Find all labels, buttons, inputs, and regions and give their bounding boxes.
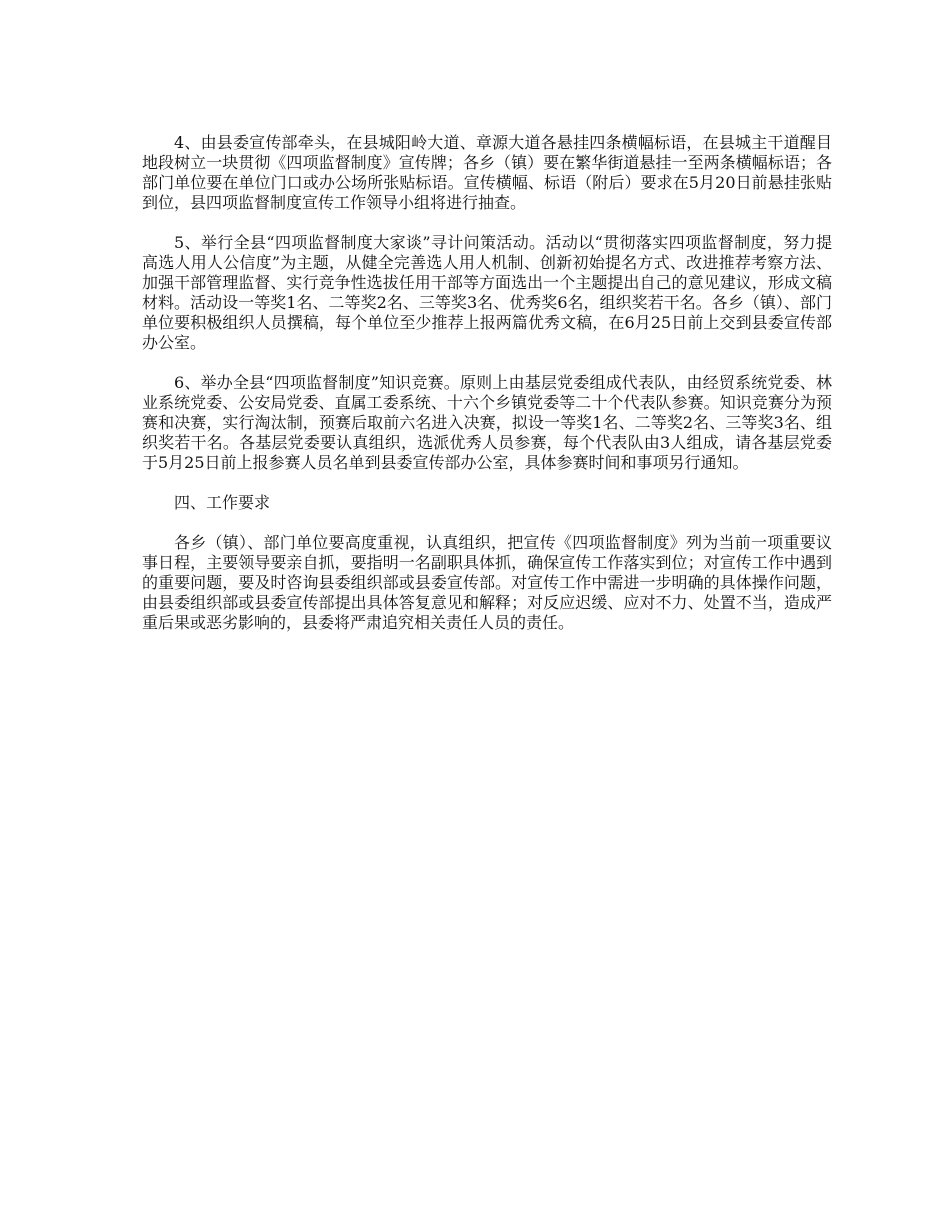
paragraph-item-5: 5、举行全县“四项监督制度大家谈”寻计问策活动。活动以“贯彻落实四项监督制度，努力提高选人用人公信度”为主题，从健全完善选人用人机制、创新初始提名方式、改进推荐考察方法、加强干部管理监督、实行竞争性选拔任用干部等方面选出一个主题提出自己的意见建议，形成文稿材料。活动设一等奖1名、二等奖2名、三等奖3名、优秀奖6名，组织奖若干名。各乡（镇）、部门单位要积极组织人员撰稿，每个单位至少推荐上报两篇优秀文稿，在6月25日前上交到县委宣传部办公室。 <box>142 233 832 352</box>
paragraph-item-4: 4、由县委宣传部牵头，在县城阳岭大道、章源大道各悬挂四条横幅标语，在县城主干道醒目地段树立一块贯彻《四项监督制度》宣传牌；各乡（镇）要在繁华街道悬挂一至两条横幅标语；各部门单位要在单位门口或办公场所张贴标语。宣传横幅、标语（附后）要求在5月20日前悬挂张贴到位，县四项监督制度宣传工作领导小组将进行抽查。 <box>142 133 832 212</box>
document-body <box>142 133 832 653</box>
paragraph-item-6: 6、举办全县“四项监督制度”知识竞赛。原则上由基层党委组成代表队，由经贸系统党委、林业系统党委、公安局党委、直属工委系统、十六个乡镇党委等二十个代表队参赛。知识竞赛分为预赛和决赛，实行淘汰制，预赛后取前六名进入决赛，拟设一等奖1名、二等奖2名、三等奖3名、组织奖若干名。各基层党委要认真组织，选派优秀人员参赛，每个代表队由3人组成，请各基层党委于5月25日前上报参赛人员名单到县委宣传部办公室，具体参赛时间和事项另行通知。 <box>142 373 832 472</box>
paragraph-work-requirements: 各乡（镇）、部门单位要高度重视，认真组织，把宣传《四项监督制度》列为当前一项重要议事日程，主要领导要亲自抓，要指明一名副职具体抓，确保宣传工作落实到位；对宣传工作中遇到的重要问题，要及时咨询县委组织部或县委宣传部。对宣传工作中需进一步明确的具体操作问题，由县委组织部或县委宣传部提出具体答复意见和解释；对反应迟缓、应对不力、处置不当，造成严重后果或恶劣影响的，县委将严肃追究相关责任人员的责任。 <box>142 533 832 632</box>
section-heading-work-requirements: 四、工作要求 <box>174 493 271 512</box>
